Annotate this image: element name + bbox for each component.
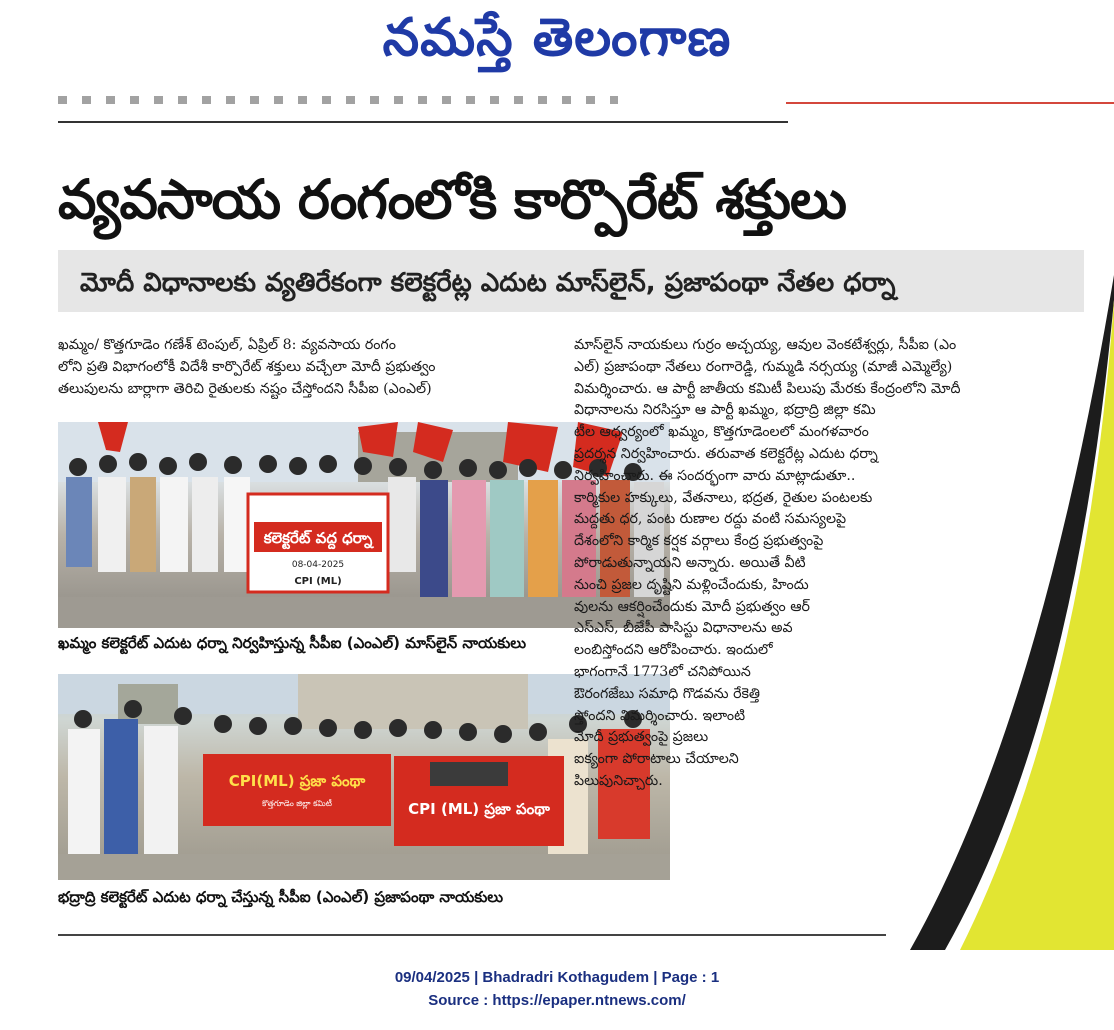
right-line: విధానాలను నిరసిస్తూ ఆ పార్టీ ఖమ్మం, భద్రాద్రి జిల్లా కమి xyxy=(574,402,876,419)
right-column-text xyxy=(574,335,1074,793)
article-headline: వ్యవసాయ రంగంలోకి కార్పొరేట్ శక్తులు xyxy=(58,168,846,231)
right-line: కార్మికుల హక్కులు, వేతనాలు, భద్రత, రైతుల పంటలకు xyxy=(574,489,873,506)
right-line: పిలుపునిచ్చారు. xyxy=(574,772,663,789)
banner-right-text: CPI (ML) ప్రజా పంథా xyxy=(408,800,550,818)
banner-left-sub: కొత్తగూడెం జిల్లా కమిటీ xyxy=(262,799,332,808)
right-line: నిర్వహించారు. ఈ సందర్భంగా వారు మాట్లాడుతూ.. xyxy=(574,467,856,484)
right-line: మోదీ ప్రభుత్వంపై ప్రజలు xyxy=(574,729,709,746)
right-line: మద్దతు ధర, పంట రుణాల రద్దు వంటి సమస్యలపై xyxy=(574,511,847,528)
red-divider xyxy=(786,102,1114,104)
left-line: తలుపులను బార్లాగా తెరిచి రైతులకు నష్టం చేస్తోందని సీపీఐ (ఎంఎల్) xyxy=(58,380,432,397)
right-line: ఎల్) ప్రజాపంథా నేతలు రంగారెడ్డి, గుమ్మడి నర్సయ్య (మాజీ ఎమ్మెల్యే) xyxy=(574,358,953,375)
right-line: విమర్శించారు. ఆ పార్టీ జాతీయ కమిటీ పిలుపు మేరకు కేంద్రంలోని మోదీ xyxy=(574,380,961,397)
right-line: మాస్‌లైన్ నాయకులు గుర్రం అచ్చయ్య, ఆవుల వెంకటేశ్వర్లు, సీపీఐ (ఎం xyxy=(574,337,957,353)
right-line: నుంచి ప్రజల దృష్టిని మళ్లించేందుకు, హిందు xyxy=(574,576,809,593)
right-line: ఔరంగజేబు సమాధి గొడవను రేకెత్తి xyxy=(574,685,760,702)
right-line: టీల ఆధ్వర్యంలో ఖమ్మం, కొత్తగూడెంలలో మంగళవారం xyxy=(574,424,869,441)
right-line: ఐక్యంగా పోరాటాలు చేయాలని xyxy=(574,751,739,768)
cut-text-strip xyxy=(58,96,618,104)
banner-text: కలెక్టరేట్ వద్ద ధర్నా xyxy=(263,529,373,547)
footer-source-line: Source : https://epaper.ntnews.com/ xyxy=(428,992,686,1009)
photo-caption: భద్రాద్రి కలెక్టరేట్ ఎదుట ధర్నా చేస్తున్న సీపీఐ (ఎంఎల్) ప్రజాపంథా నాయకులు xyxy=(58,888,504,906)
masthead xyxy=(0,0,1114,78)
right-line: స్తోందని విమర్శించారు. ఇలాంటి xyxy=(574,707,746,724)
banner-org: CPI (ML) xyxy=(294,576,342,587)
photo-caption: ఖమ్మం కలెక్టరేట్ ఎదుట ధర్నా నిర్వహిస్తున్న సీపీఐ (ఎంఎల్) మాస్‌లైన్ నాయకులు xyxy=(58,634,527,652)
page-footer xyxy=(0,966,1114,1012)
right-line: భాగంగానే 1773లో చనిపోయిన xyxy=(574,663,751,680)
right-line: వులను ఆకర్షించేందుకు మోదీ ప్రభుత్వం ఆర్ xyxy=(574,598,810,615)
leaders-portraits xyxy=(430,762,508,786)
footer-edition-line: 09/04/2025 | Bhadradri Kothagudem | Page : 1 xyxy=(394,969,720,986)
right-line: లంబిస్తోందని ఆరోపించారు. ఇందులో xyxy=(574,642,773,659)
left-line: లోని ప్రతి విభాగంలోకీ విదేశీ కార్పొరేట్ శక్తులు వచ్చేలా మోదీ ప్రభుత్వం xyxy=(58,358,436,375)
banner-left-text: CPI(ML) ప్రజా పంథా xyxy=(228,772,366,790)
top-divider xyxy=(58,121,788,123)
banner-date: 08-04-2025 xyxy=(291,560,345,570)
right-line: దేశంలోని కార్మిక కర్షక వర్గాలు కేంద్ర ప్రభుత్వంపై xyxy=(574,533,824,550)
right-line: ప్రదర్శన నిర్వహించారు. తరువాత కలెక్టరేట్ల ఎదుట ధర్నా xyxy=(574,445,878,462)
right-line: పోరాడుతున్నాయని అన్నారు. అయితే వీటి xyxy=(574,554,806,571)
article-subheadline: మోదీ విధానాలకు వ్యతిరేకంగా కలెక్టరేట్ల ఎదుట మాస్‌లైన్, ప్రజాపంథా నేతల ధర్నా xyxy=(80,268,896,298)
right-line: ఎస్ఎస్, బీజేపీ పాసిస్టు విధానాలను అవ xyxy=(574,620,793,637)
bottom-divider xyxy=(58,934,886,936)
left-line: ఖమ్మం/ కొత్తగూడెం గణేశ్ టెంపుల్, ఏప్రిల్ 8: వ్యవసాయ రంగం xyxy=(58,337,396,353)
left-column-text xyxy=(58,335,554,400)
newspaper-logo: నమస్తే తెలంగాణ xyxy=(382,7,732,68)
